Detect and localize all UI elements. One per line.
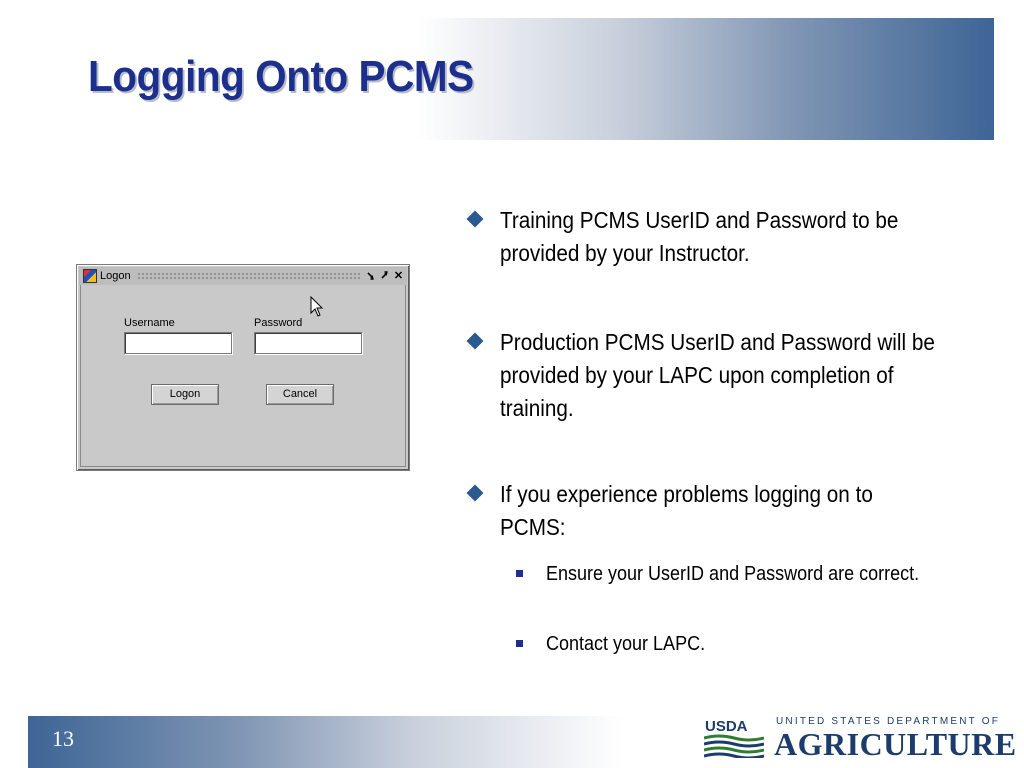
- bullet-text: Production PCMS UserID and Password will be provided by your LAPC upon completion of training.: [500, 329, 935, 421]
- bullet-text: If you experience problems logging on to PCMS:: [500, 481, 873, 540]
- dialog-title: Logon: [100, 270, 131, 282]
- username-input[interactable]: [124, 332, 232, 354]
- titlebar-grip: [137, 272, 361, 280]
- username-label: Username: [124, 317, 175, 329]
- footer-band: [28, 716, 728, 768]
- diamond-bullet-icon: [467, 333, 484, 350]
- bullet-text: Training PCMS UserID and Password to be provided by your Instructor.: [500, 207, 899, 266]
- usda-mark-text: USDA: [705, 718, 748, 735]
- mouse-cursor-icon: [310, 296, 326, 318]
- page-number: 13: [52, 726, 74, 751]
- bullet-item: [466, 204, 985, 270]
- dialog-titlebar[interactable]: [79, 267, 407, 285]
- sub-bullet-item: [516, 559, 986, 589]
- app-icon: [83, 269, 97, 283]
- bullet-item: [466, 478, 985, 544]
- usda-logo: [704, 716, 1017, 762]
- slide-title: Logging Onto PCMS: [88, 52, 474, 101]
- usda-line2: AGRICULTURE: [774, 726, 1017, 762]
- close-icon[interactable]: ✕: [393, 270, 404, 282]
- sub-bullet-item: [516, 629, 986, 659]
- usda-mark-icon: [704, 716, 764, 758]
- usda-line1: UNITED STATES DEPARTMENT OF: [776, 716, 1001, 727]
- square-bullet-icon: [516, 570, 523, 577]
- password-input[interactable]: [254, 332, 362, 354]
- logon-dialog: [76, 264, 410, 471]
- sub-bullet-text: Ensure your UserID and Password are correct.: [546, 563, 920, 585]
- diamond-bullet-icon: [467, 211, 484, 228]
- minimize-icon[interactable]: ⭸: [367, 270, 374, 282]
- cancel-button[interactable]: Cancel: [266, 384, 334, 405]
- maximize-icon[interactable]: ⭷: [381, 270, 388, 282]
- bullet-item: [466, 326, 985, 425]
- sub-bullet-text: Contact your LAPC.: [546, 633, 706, 655]
- logon-button[interactable]: Logon: [151, 384, 219, 405]
- password-label: Password: [254, 317, 303, 329]
- diamond-bullet-icon: [467, 485, 484, 502]
- dialog-frame: [80, 268, 406, 467]
- square-bullet-icon: [516, 640, 523, 647]
